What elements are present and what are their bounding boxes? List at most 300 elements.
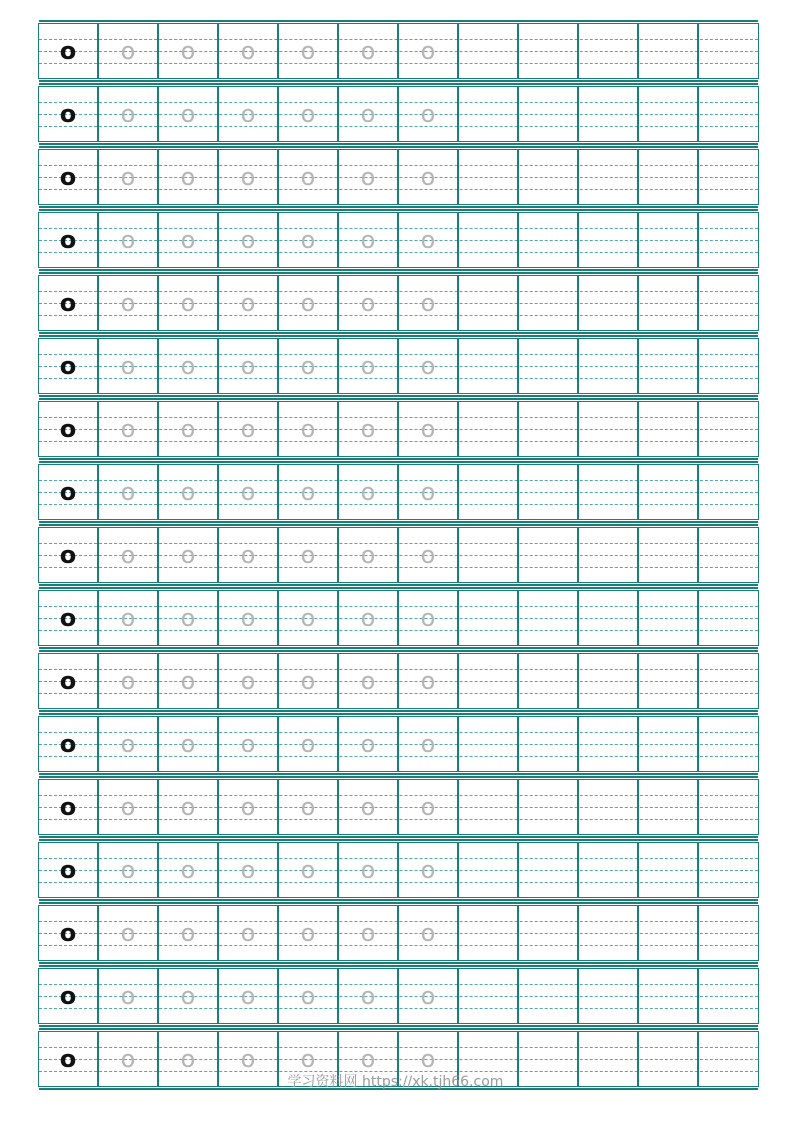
blank-practice-cell	[699, 717, 758, 771]
trace-letter-cell	[279, 717, 339, 771]
trace-letter: o	[120, 1045, 136, 1073]
trace-letter: o	[240, 289, 256, 317]
blank-practice-cell	[639, 906, 699, 960]
trace-letter-cell	[339, 654, 399, 708]
blank-practice-cell	[459, 654, 519, 708]
trace-letter-cell	[219, 717, 279, 771]
trace-letter-cell	[99, 402, 159, 456]
model-letter-cell	[39, 24, 99, 78]
model-letter-cell	[39, 528, 99, 582]
trace-letter-cell	[159, 528, 219, 582]
trace-letter-cell	[279, 213, 339, 267]
blank-practice-cell	[639, 213, 699, 267]
trace-letter: o	[240, 856, 256, 884]
trace-letter-cell	[339, 339, 399, 393]
trace-letter: o	[240, 478, 256, 506]
blank-practice-cell	[519, 402, 579, 456]
trace-letter-cell	[99, 780, 159, 834]
trace-letter: o	[360, 604, 376, 632]
trace-letter: o	[180, 1045, 196, 1073]
trace-letter: o	[420, 289, 436, 317]
trace-letter: o	[420, 100, 436, 128]
trace-letter: o	[240, 37, 256, 65]
blank-practice-cell	[639, 339, 699, 393]
blank-practice-cell	[639, 465, 699, 519]
trace-letter: o	[420, 919, 436, 947]
trace-letter: o	[240, 919, 256, 947]
blank-practice-cell	[699, 402, 758, 456]
model-letter-cell	[39, 843, 99, 897]
model-letter-cell	[39, 654, 99, 708]
trace-letter: o	[120, 856, 136, 884]
blank-practice-cell	[699, 591, 758, 645]
trace-letter-cell	[219, 213, 279, 267]
blank-practice-cell	[699, 906, 758, 960]
trace-letter: o	[300, 982, 316, 1010]
trace-letter: o	[360, 730, 376, 758]
blank-practice-cell	[579, 402, 639, 456]
blank-practice-cell	[699, 969, 758, 1023]
trace-letter-cell	[99, 87, 159, 141]
trace-letter: o	[120, 541, 136, 569]
blank-practice-cell	[639, 402, 699, 456]
trace-letter: o	[420, 856, 436, 884]
trace-letter-cell	[219, 906, 279, 960]
trace-letter-cell	[339, 213, 399, 267]
model-letter-cell	[39, 276, 99, 330]
trace-letter-cell	[159, 969, 219, 1023]
practice-row	[38, 968, 759, 1024]
footer-watermark: 学习资料网 https://xk.tjh66.com	[287, 1074, 504, 1090]
model-letter: o	[59, 100, 77, 128]
trace-letter-cell	[399, 276, 459, 330]
blank-practice-cell	[579, 591, 639, 645]
trace-letter-cell	[159, 402, 219, 456]
trace-letter-cell	[99, 528, 159, 582]
trace-letter: o	[180, 667, 196, 695]
trace-letter: o	[300, 667, 316, 695]
model-letter-cell	[39, 591, 99, 645]
model-letter: o	[59, 163, 77, 191]
trace-letter-cell	[279, 969, 339, 1023]
trace-letter: o	[420, 793, 436, 821]
blank-practice-cell	[459, 402, 519, 456]
model-letter: o	[59, 919, 77, 947]
trace-letter-cell	[99, 906, 159, 960]
practice-row	[38, 338, 759, 394]
blank-practice-cell	[699, 213, 758, 267]
trace-letter-cell	[339, 87, 399, 141]
trace-letter-cell	[279, 24, 339, 78]
trace-letter: o	[420, 415, 436, 443]
trace-letter-cell	[99, 150, 159, 204]
writing-grid	[38, 23, 759, 1094]
blank-practice-cell	[519, 213, 579, 267]
trace-letter: o	[300, 478, 316, 506]
trace-letter-cell	[279, 528, 339, 582]
trace-letter-cell	[399, 717, 459, 771]
model-letter-cell	[39, 213, 99, 267]
blank-practice-cell	[459, 969, 519, 1023]
blank-practice-cell	[639, 87, 699, 141]
trace-letter-cell	[399, 969, 459, 1023]
trace-letter: o	[180, 415, 196, 443]
blank-practice-cell	[579, 465, 639, 519]
trace-letter-cell	[99, 843, 159, 897]
model-letter: o	[59, 37, 77, 65]
blank-practice-cell	[459, 843, 519, 897]
trace-letter: o	[360, 289, 376, 317]
trace-letter-cell	[399, 24, 459, 78]
blank-practice-cell	[639, 24, 699, 78]
blank-practice-cell	[579, 906, 639, 960]
blank-practice-cell	[459, 213, 519, 267]
trace-letter-cell	[159, 213, 219, 267]
trace-letter: o	[360, 163, 376, 191]
blank-practice-cell	[579, 654, 639, 708]
trace-letter-cell	[279, 150, 339, 204]
trace-letter: o	[240, 352, 256, 380]
blank-practice-cell	[699, 339, 758, 393]
trace-letter-cell	[399, 843, 459, 897]
trace-letter: o	[300, 541, 316, 569]
practice-row	[38, 86, 759, 142]
trace-letter: o	[300, 289, 316, 317]
practice-row	[38, 716, 759, 772]
blank-practice-cell	[519, 843, 579, 897]
model-letter: o	[59, 478, 77, 506]
trace-letter: o	[300, 163, 316, 191]
model-letter: o	[59, 982, 77, 1010]
trace-letter-cell	[339, 402, 399, 456]
trace-letter-cell	[99, 24, 159, 78]
trace-letter-cell	[219, 780, 279, 834]
trace-letter-cell	[219, 402, 279, 456]
blank-practice-cell	[519, 339, 579, 393]
trace-letter-cell	[159, 87, 219, 141]
trace-letter-cell	[339, 906, 399, 960]
trace-letter: o	[240, 100, 256, 128]
trace-letter-cell	[99, 969, 159, 1023]
blank-practice-cell	[699, 24, 758, 78]
trace-letter-cell	[219, 843, 279, 897]
trace-letter: o	[360, 100, 376, 128]
trace-letter: o	[120, 163, 136, 191]
blank-practice-cell	[459, 339, 519, 393]
trace-letter: o	[420, 982, 436, 1010]
trace-letter-cell	[339, 843, 399, 897]
trace-letter: o	[180, 541, 196, 569]
trace-letter-cell	[219, 969, 279, 1023]
blank-practice-cell	[519, 780, 579, 834]
blank-practice-cell	[519, 969, 579, 1023]
trace-letter-cell	[399, 465, 459, 519]
trace-letter: o	[300, 352, 316, 380]
model-letter: o	[59, 226, 77, 254]
blank-practice-cell	[699, 150, 758, 204]
trace-letter-cell	[159, 276, 219, 330]
trace-letter-cell	[279, 843, 339, 897]
blank-practice-cell	[459, 24, 519, 78]
trace-letter-cell	[279, 339, 339, 393]
trace-letter-cell	[99, 213, 159, 267]
blank-practice-cell	[519, 906, 579, 960]
model-letter: o	[59, 541, 77, 569]
trace-letter-cell	[339, 969, 399, 1023]
blank-practice-cell	[639, 969, 699, 1023]
trace-letter-cell	[99, 276, 159, 330]
blank-practice-cell	[699, 780, 758, 834]
blank-practice-cell	[519, 654, 579, 708]
trace-letter: o	[180, 37, 196, 65]
trace-letter-cell	[399, 780, 459, 834]
trace-letter: o	[180, 730, 196, 758]
trace-letter: o	[240, 793, 256, 821]
blank-practice-cell	[519, 276, 579, 330]
practice-row	[38, 275, 759, 331]
trace-letter: o	[300, 1045, 316, 1073]
trace-letter: o	[420, 667, 436, 695]
model-letter: o	[59, 856, 77, 884]
blank-practice-cell	[459, 906, 519, 960]
trace-letter: o	[240, 1045, 256, 1073]
blank-practice-cell	[699, 465, 758, 519]
trace-letter-cell	[99, 717, 159, 771]
trace-letter-cell	[159, 654, 219, 708]
trace-letter: o	[360, 541, 376, 569]
blank-practice-cell	[459, 87, 519, 141]
model-letter: o	[59, 1045, 77, 1073]
trace-letter: o	[300, 856, 316, 884]
blank-practice-cell	[579, 150, 639, 204]
trace-letter: o	[120, 415, 136, 443]
trace-letter-cell	[339, 276, 399, 330]
trace-letter-cell	[219, 87, 279, 141]
trace-letter: o	[300, 793, 316, 821]
blank-practice-cell	[579, 339, 639, 393]
blank-practice-cell	[579, 780, 639, 834]
trace-letter: o	[360, 352, 376, 380]
blank-practice-cell	[579, 528, 639, 582]
trace-letter: o	[360, 226, 376, 254]
trace-letter: o	[120, 982, 136, 1010]
blank-practice-cell	[579, 717, 639, 771]
trace-letter: o	[360, 478, 376, 506]
practice-row	[38, 527, 759, 583]
trace-letter-cell	[159, 465, 219, 519]
blank-practice-cell	[699, 276, 758, 330]
trace-letter: o	[180, 604, 196, 632]
model-letter: o	[59, 730, 77, 758]
trace-letter: o	[240, 604, 256, 632]
trace-letter-cell	[159, 717, 219, 771]
trace-letter-cell	[279, 780, 339, 834]
blank-practice-cell	[459, 150, 519, 204]
trace-letter-cell	[279, 654, 339, 708]
blank-practice-cell	[639, 780, 699, 834]
practice-row	[38, 842, 759, 898]
trace-letter: o	[120, 352, 136, 380]
trace-letter-cell	[399, 150, 459, 204]
trace-letter: o	[180, 478, 196, 506]
trace-letter-cell	[399, 402, 459, 456]
trace-letter: o	[240, 415, 256, 443]
trace-letter-cell	[219, 591, 279, 645]
trace-letter-cell	[219, 150, 279, 204]
trace-letter: o	[180, 352, 196, 380]
blank-practice-cell	[639, 150, 699, 204]
practice-row	[38, 905, 759, 961]
model-letter-cell	[39, 402, 99, 456]
blank-practice-cell	[699, 843, 758, 897]
model-letter-cell	[39, 87, 99, 141]
trace-letter: o	[180, 793, 196, 821]
trace-letter-cell	[279, 591, 339, 645]
trace-letter-cell	[399, 591, 459, 645]
trace-letter: o	[420, 730, 436, 758]
trace-letter: o	[180, 982, 196, 1010]
practice-row	[38, 590, 759, 646]
blank-practice-cell	[519, 24, 579, 78]
blank-practice-cell	[639, 528, 699, 582]
blank-practice-cell	[639, 591, 699, 645]
trace-letter: o	[120, 730, 136, 758]
trace-letter: o	[420, 163, 436, 191]
trace-letter-cell	[279, 402, 339, 456]
trace-letter: o	[360, 667, 376, 695]
trace-letter-cell	[339, 465, 399, 519]
trace-letter: o	[360, 793, 376, 821]
trace-letter: o	[120, 37, 136, 65]
blank-practice-cell	[459, 780, 519, 834]
trace-letter: o	[420, 478, 436, 506]
blank-practice-cell	[519, 465, 579, 519]
trace-letter-cell	[99, 339, 159, 393]
practice-row	[38, 212, 759, 268]
trace-letter: o	[360, 1045, 376, 1073]
blank-practice-cell	[639, 843, 699, 897]
trace-letter: o	[300, 919, 316, 947]
trace-letter: o	[240, 226, 256, 254]
trace-letter-cell	[159, 843, 219, 897]
trace-letter-cell	[339, 591, 399, 645]
blank-practice-cell	[579, 843, 639, 897]
model-letter-cell	[39, 780, 99, 834]
trace-letter-cell	[219, 528, 279, 582]
trace-letter: o	[180, 163, 196, 191]
model-letter: o	[59, 604, 77, 632]
trace-letter-cell	[339, 717, 399, 771]
trace-letter: o	[240, 730, 256, 758]
blank-practice-cell	[459, 528, 519, 582]
trace-letter-cell	[219, 465, 279, 519]
trace-letter-cell	[399, 213, 459, 267]
trace-letter-cell	[399, 87, 459, 141]
blank-practice-cell	[459, 465, 519, 519]
blank-practice-cell	[519, 528, 579, 582]
trace-letter-cell	[159, 24, 219, 78]
trace-letter: o	[300, 37, 316, 65]
trace-letter-cell	[99, 591, 159, 645]
blank-practice-cell	[579, 969, 639, 1023]
model-letter-cell	[39, 339, 99, 393]
trace-letter-cell	[339, 780, 399, 834]
practice-row	[38, 401, 759, 457]
blank-practice-cell	[579, 276, 639, 330]
trace-letter-cell	[399, 339, 459, 393]
trace-letter: o	[420, 541, 436, 569]
blank-practice-cell	[519, 150, 579, 204]
blank-practice-cell	[459, 276, 519, 330]
trace-letter-cell	[159, 150, 219, 204]
model-letter: o	[59, 667, 77, 695]
trace-letter: o	[360, 415, 376, 443]
practice-row	[38, 464, 759, 520]
trace-letter-cell	[339, 150, 399, 204]
trace-letter: o	[420, 226, 436, 254]
trace-letter: o	[120, 919, 136, 947]
trace-letter: o	[420, 1045, 436, 1073]
blank-practice-cell	[579, 24, 639, 78]
trace-letter-cell	[159, 906, 219, 960]
trace-letter-cell	[219, 654, 279, 708]
trace-letter: o	[300, 415, 316, 443]
trace-letter-cell	[399, 528, 459, 582]
model-letter-cell	[39, 465, 99, 519]
model-letter: o	[59, 793, 77, 821]
trace-letter: o	[180, 919, 196, 947]
trace-letter-cell	[279, 276, 339, 330]
trace-letter-cell	[279, 465, 339, 519]
trace-letter: o	[360, 856, 376, 884]
model-letter-cell	[39, 717, 99, 771]
trace-letter: o	[240, 667, 256, 695]
trace-letter: o	[120, 604, 136, 632]
trace-letter: o	[420, 604, 436, 632]
model-letter-cell	[39, 906, 99, 960]
trace-letter-cell	[219, 276, 279, 330]
trace-letter: o	[300, 604, 316, 632]
trace-letter: o	[240, 982, 256, 1010]
trace-letter: o	[360, 37, 376, 65]
trace-letter: o	[120, 667, 136, 695]
practice-row	[38, 779, 759, 835]
blank-practice-cell	[519, 591, 579, 645]
trace-letter-cell	[219, 339, 279, 393]
blank-practice-cell	[579, 213, 639, 267]
trace-letter-cell	[399, 654, 459, 708]
trace-letter-cell	[219, 24, 279, 78]
blank-practice-cell	[639, 717, 699, 771]
model-letter: o	[59, 352, 77, 380]
blank-practice-cell	[699, 528, 758, 582]
trace-letter: o	[180, 226, 196, 254]
trace-letter: o	[360, 919, 376, 947]
trace-letter: o	[420, 352, 436, 380]
practice-row	[38, 23, 759, 79]
trace-letter-cell	[279, 906, 339, 960]
trace-letter: o	[300, 100, 316, 128]
trace-letter: o	[120, 289, 136, 317]
model-letter: o	[59, 415, 77, 443]
blank-practice-cell	[699, 654, 758, 708]
blank-practice-cell	[579, 87, 639, 141]
trace-letter-cell	[159, 591, 219, 645]
blank-practice-cell	[459, 591, 519, 645]
trace-letter-cell	[159, 339, 219, 393]
trace-letter: o	[240, 541, 256, 569]
model-letter-cell	[39, 969, 99, 1023]
